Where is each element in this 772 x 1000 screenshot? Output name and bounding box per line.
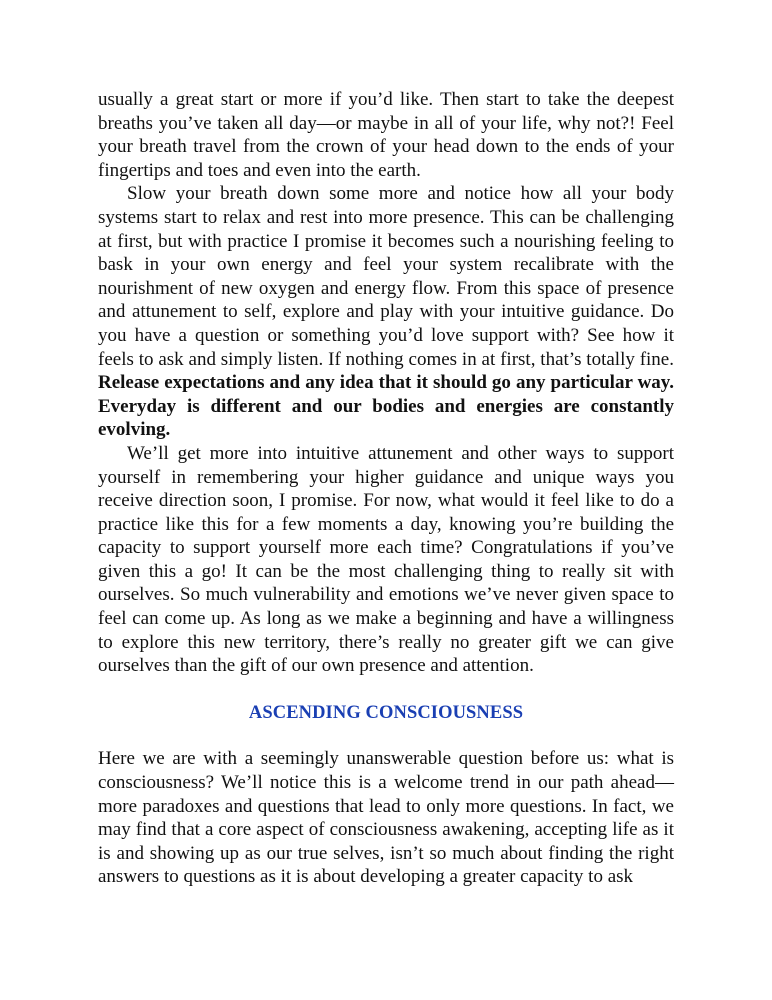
paragraph-1: usually a great start or more if you’d like. Then start to take the deepest breaths you’ve taken all day—or maybe in all of your life, why not?! Feel your breath travel from the crown of your head down to the ends of your fingertips and toes and even into the earth. — [98, 89, 674, 181]
page-body — [98, 88, 674, 889]
paragraph-2-bold-text: Release expectations and any idea that it should go any particular way. Everyday is different and our bodies and energies are constantly evolving. — [98, 372, 674, 441]
paragraph-3: We’ll get more into intuitive attunement and other ways to support yourself in remembering your higher guidance and unique ways you receive direction soon, I promise. For now, what would it feel like to do a practice like this for a few moments a day, knowing you’re building the capacity to support yourself more each time? Congratulations if you’ve given this a go! It can be the most challenging thing to really sit with ourselves. So much vulnerability and emotions we’ve never given space to feel can come up. As long as we make a beginning and have a willingness to explore this new territory, there’s really no greater gift we can give ourselves than the gift of our own presence and attention. — [98, 442, 674, 677]
paragraph-4: Here we are with a seemingly unanswerable question before us: what is consciousness? We’ll notice this is a welcome trend in our path ahead—more paradoxes and questions that lead to only more questions. In fact, we may find that a core aspect of consciousness awakening, accepting life as it is and showing up as our true selves, isn’t so much about finding the right answers to questions as it is about developing a greater capacity to ask — [98, 748, 674, 888]
paragraph-2-text: Slow your breath down some more and notice how all your body systems start to relax and rest into more presence. This can be challenging at first, but with practice I promise it becomes such a nourishing feeling to bask in your own energy and feel your system recalibrate with the nourishment of new oxygen and energy flow. From this space of presence and attunement to self, explore and play with your intuitive guidance. Do you have a question or something you’d love support with? See how it feels to ask and simply listen. If nothing comes in at first, that’s totally fine. — [98, 183, 674, 370]
paragraph-2 — [98, 182, 674, 442]
section-heading: ASCENDING CONSCIOUSNESS — [248, 702, 524, 723]
